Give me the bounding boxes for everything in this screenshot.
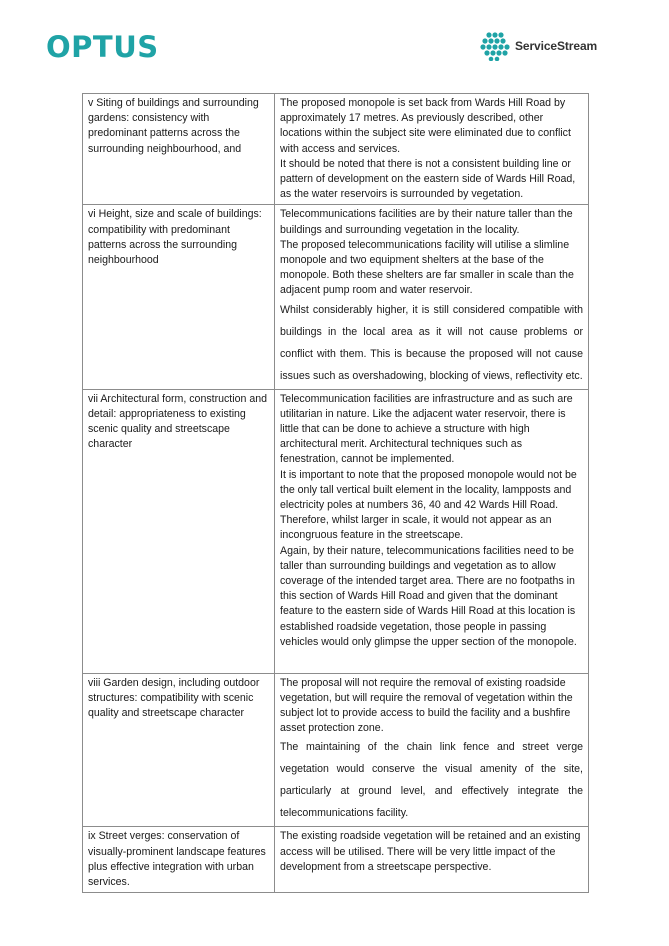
response-paragraph: The existing roadside vegetation will be retained and an existing access will be utilised. There will be very little impact of the development from a streetscape perspective. bbox=[280, 830, 581, 873]
response-paragraph: It should be noted that there is not a consistent building line or pattern of development on the eastern side of Wards Hill Road, as the water reservoirs is surrounded by vegetation. bbox=[280, 157, 576, 201]
criterion-cell bbox=[83, 673, 275, 827]
criterion-text: v Siting of buildings and surrounding gardens: consistency with predominant patterns across the surrounding neighbourhood, and bbox=[88, 97, 259, 155]
servicestream-wordmark: ServiceStream bbox=[515, 39, 598, 53]
criterion-cell bbox=[83, 389, 275, 673]
criterion-text: vii Architectural form, construction and detail: appropriateness to existing scenic quality and streetscape character bbox=[88, 392, 267, 451]
table-row bbox=[83, 673, 589, 827]
servicestream-logo bbox=[480, 31, 597, 61]
response-paragraph: The proposed monopole is set back from Wards Hill Road by approximately 17 metres. As previously described, other locations within the subject site were eliminated due to conflict with access and services. bbox=[280, 97, 571, 155]
response-cell bbox=[275, 389, 589, 673]
criterion-text: vi Height, size and scale of buildings: compatibility with predominant patterns across the surrounding neighbourhood bbox=[88, 208, 262, 267]
table-row bbox=[83, 205, 589, 389]
servicestream-dots-icon bbox=[480, 31, 510, 61]
response-paragraph: The maintaining of the chain link fence and street verge vegetation would conserve the visual amenity of the site, particularly at ground level, and effectively integrate the telecommunications facility. bbox=[280, 741, 583, 820]
assessment-table bbox=[82, 93, 589, 893]
response-paragraph: The proposed telecommunications facility will utilise a slimline monopole and two equipment shelters at the base of the monopole. Both these shelters are far smaller in scale than the adjacent pump room and water reservoir. bbox=[280, 238, 574, 297]
criterion-cell bbox=[83, 94, 275, 205]
response-cell bbox=[275, 94, 589, 205]
response-paragraph: Telecommunication facilities are infrastructure and as such are utilitarian in nature. Like the adjacent water reservoir, there is little that can be done to achieve a structure with high architectural merit. Architectural techniques such as fenestration, cannot be implemented. bbox=[280, 392, 573, 466]
response-paragraph: The proposal will not require the removal of existing roadside vegetation, but will require the removal of vegetation within the subject lot to provide access to build the facility and a bushfire asset protection zone. bbox=[280, 676, 573, 735]
page-header bbox=[0, 0, 669, 80]
criterion-cell bbox=[83, 827, 275, 893]
response-cell bbox=[275, 673, 589, 827]
response-paragraph: Again, by their nature, telecommunications facilities need to be taller than surrounding buildings and vegetation as to allow coverage of the intended target area. There are no footpaths in this section of Wards Hill Road and given that the dominant feature to the eastern side of Wards Hill Road at this location is established roadside vegetation, those people in passing vehicles would only glimpse the upper section of the monopole. bbox=[280, 544, 577, 648]
response-paragraph: Whilst considerably higher, it is still considered compatible with buildings in the local area as it will not cause problems or conflict with them. This is because the proposed will not cause issues such as overshadowing, blocking of views, reflectivity etc. bbox=[280, 303, 583, 382]
response-cell bbox=[275, 205, 589, 389]
criterion-text: viii Garden design, including outdoor structures: compatibility with scenic quality and streetscape character bbox=[88, 676, 260, 720]
criterion-text: ix Street verges: conservation of visually-prominent landscape features plus effective integration with urban services. bbox=[88, 830, 266, 889]
criterion-cell bbox=[83, 205, 275, 389]
response-cell bbox=[275, 827, 589, 893]
response-paragraph: It is important to note that the proposed monopole would not be the only tall vertical built element in the locality, lampposts and electricity poles at numbers 36, 40 and 42 Wards Hill Road. Therefore, whilst larger in scale, it would not appear as an incongruous feature in the streetscape. bbox=[280, 468, 577, 542]
table-row bbox=[83, 94, 589, 205]
optus-logo: OPTUS bbox=[46, 30, 159, 64]
table-row bbox=[83, 827, 589, 893]
table-row bbox=[83, 389, 589, 673]
response-paragraph: Telecommunications facilities are by their nature taller than the buildings and surrounding vegetation in the locality. bbox=[280, 208, 573, 236]
